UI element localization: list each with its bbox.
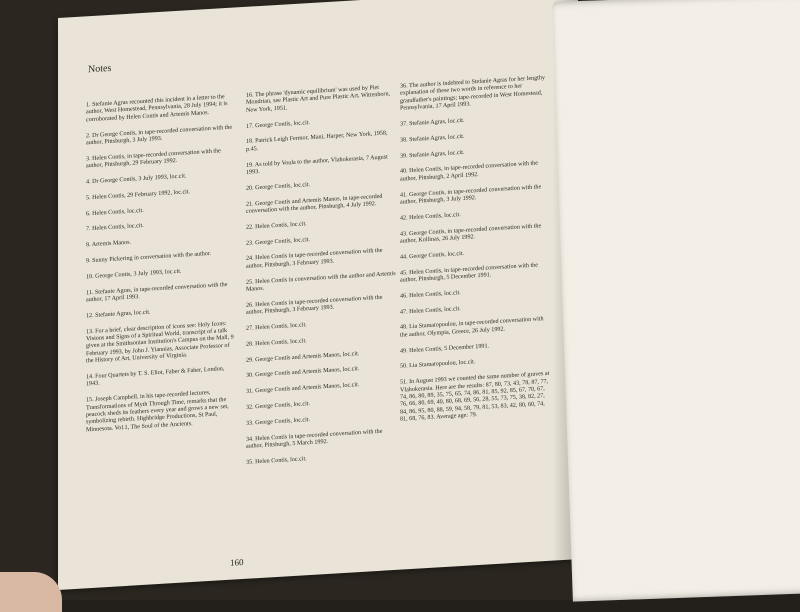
note-19: 19. As told by Voula to the author, Vlahokerasia, 7 August 1993. <box>246 154 388 176</box>
note-45: 45. Helen Contis, in tape-recorded conversation with the author, Pittsburgh, 5 December 1991. <box>400 262 538 284</box>
note-44: 44. George Contis, loc.cit. <box>400 250 465 261</box>
note-15: 15. Joseph Campbell, in his tape-recorded lectures, Transformations of Myth Through Time, remarks that the peacock sheds its feathers every year and grows a new set, symbolizing rebirth. Highbridge Productions, St Paul, Minnesota. Vol.1, The Soul of the Ancients. <box>86 390 229 434</box>
note-27: 27. Helen Contis, loc.cit. <box>246 322 307 332</box>
note-23: 23. George Contis, loc.cit. <box>246 236 311 247</box>
note-5: 5. Helen Contis, 29 February 1992, loc.cit. <box>86 188 191 202</box>
notes-columns <box>86 74 556 466</box>
note-28: 28. Helen Contis, loc.cit. <box>246 338 307 348</box>
note-17: 17. George Contis, loc.cit. <box>246 119 311 130</box>
note-2: 2. Dr George Contis, in tape-recorded conversation with the author, Pittsburgh, 3 July 1993. <box>86 124 233 147</box>
note-49: 49. Helen Contis, 5 December 1991. <box>400 343 490 355</box>
note-37: 37. Stefanie Agras, loc.cit. <box>400 117 465 128</box>
note-26: 26. Helen Contis in tape-recorded conversation with the author, Pittsburgh, 3 February 1993. <box>246 294 383 317</box>
note-7: 7. Helen Contis, loc.cit. <box>86 223 144 233</box>
notes-column-3 <box>400 75 550 433</box>
note-24: 24. Helen Contis in tape-recorded conversation with the author, Pittsburgh, 3 February 1993. <box>246 248 383 270</box>
note-43: 43. George Contis, in tape-recorded conversation with the author, Kollinas, 26 July 1992. <box>400 222 542 245</box>
note-11: 11. Stefanie Agras, in tape-recorded conversation with the author, 17 April 1993. <box>86 281 228 304</box>
right-page <box>552 0 800 602</box>
note-50: 50. Lia Stamatopoulou, loc.cit. <box>400 359 476 371</box>
note-20: 20. George Contis, loc.cit. <box>246 181 311 192</box>
note-3: 3. Helen Contis, in tape-recorded conversation with the author, Pittsburgh, 29 February 1992. <box>86 148 221 170</box>
note-31: 31. George Contis and Artemis Manos, loc.cit. <box>246 382 360 396</box>
note-41: 41. George Contis, in tape-recorded conversation with the author, Pittsburgh, 3 July 1992. <box>400 183 542 206</box>
notes-column-1 <box>86 93 236 443</box>
note-36: 36. The author is indebted to Stefanie Agras for her lengthy explanation of these two words in reference to her grandfather's paintings; tape-recorded in West Homestead, Pennsylvania, 17 April 1993. <box>400 75 545 112</box>
note-29: 29. George Contis and Artemis Manos, loc.cit. <box>246 350 360 364</box>
note-14: 14. Four Quartets by T. S. Eliot, Faber & Faber, London, 1943. <box>86 366 225 388</box>
note-42: 42. Helen Contis, loc.cit. <box>400 211 461 222</box>
page-number: 160 <box>230 556 244 568</box>
note-47: 47. Helen Contis, loc.cit. <box>400 305 461 316</box>
note-25: 25. Helen Contis in conversation with the author and Artemis Manos. <box>246 270 396 293</box>
note-40: 40. Helen Contis, in tape-recorded conversation with the author, Pittsburgh, 2 April 1992. <box>400 160 538 183</box>
notes-column-2 <box>246 84 396 476</box>
note-35: 35. Helen Contis, loc.cit. <box>246 456 307 466</box>
note-30: 30. George Contis and Artemis Manos, loc.cit. <box>246 366 360 380</box>
note-4: 4. Dr George Contis, 3 July 1993, loc.cit. <box>86 173 187 186</box>
note-18: 18. Patrick Leigh Fermor, Mani, Harper, New York, 1958, p.45. <box>246 130 388 153</box>
left-page <box>58 0 578 590</box>
note-48: 48. Lia Stamatopoulou, in tape-recorded conversation with the author, Olympia, Greece, 26 July 1992. <box>400 316 544 339</box>
note-8: 8. Artemis Manos. <box>86 239 132 249</box>
note-9: 9. Sunny Pickering in conversation with the author. <box>86 250 212 265</box>
note-32: 32. George Contis, loc.cit. <box>246 401 311 411</box>
note-39: 39. Stefanie Agras, loc.cit. <box>400 149 465 160</box>
note-13: 13. For a brief, clear description of icons see: Holy Icons: Visions and Signs of a Spiritual World, transcript of a talk given at the Smithsonian Institution's Campus on the Mall, 9 February 1993, by John J. Yiannias, Associate Professor of the History of Art, University of Virginia. <box>86 320 234 365</box>
note-12: 12. Stefanie Agras, loc.cit. <box>86 309 151 320</box>
note-21: 21. George Contis and Artemis Manos, in tape-recorded conversation with the author, Pittsburgh, 4 July 1992. <box>246 193 383 215</box>
note-22: 22. Helen Contis, loc.cit. <box>246 221 307 231</box>
note-46: 46. Helen Contis, loc.cit. <box>400 289 461 300</box>
note-38: 38. Stefanie Agras, loc.cit. <box>400 133 465 144</box>
note-10: 10. George Contis, 3 July 1993, loc.cit. <box>86 268 182 281</box>
note-1: 1. Stefanie Agras recounted this incident in a letter to the author, West Homestead, Pennsylvania, 28 July 1994; it is corroborated by Helen Contis and Artemis Manos. <box>86 94 228 124</box>
note-34: 34. Helen Contis in tape-recorded conversation with the author, Pittsburgh, 5 March 1992. <box>246 428 383 450</box>
page-heading: Notes <box>88 62 112 76</box>
note-16: 16. The phrase 'dynamic equilibrium' was used by Piet Mondrian, see Plastic Art and Pure Plastic Art, Wittenborn, New York, 1951. <box>246 84 391 114</box>
note-51: 51. In August 1993 we counted the same number of graves at Vlahokerasia. Here are the results: 87, 80, 73, 43, 78, 87, 77, 74, 86, 80, 89, 35, 75, 65, 74, 86, 81, 85, 92, 85, 67, 70, 67, 76, 66, 80, 69, 40, 80, 68, 69, 56, 28, 55, 73, 75, 38, 82, 27, 84, 86, 95, 80, 88, 59, 94, 58, 79, 81, 53, 83, 42, 80, 60, 74, 81, 68, 76, 83. Average age: 79. <box>400 371 550 423</box>
note-6: 6. Helen Contis, loc.cit. <box>86 207 144 217</box>
note-33: 33. George Contis, loc.cit. <box>246 416 311 427</box>
